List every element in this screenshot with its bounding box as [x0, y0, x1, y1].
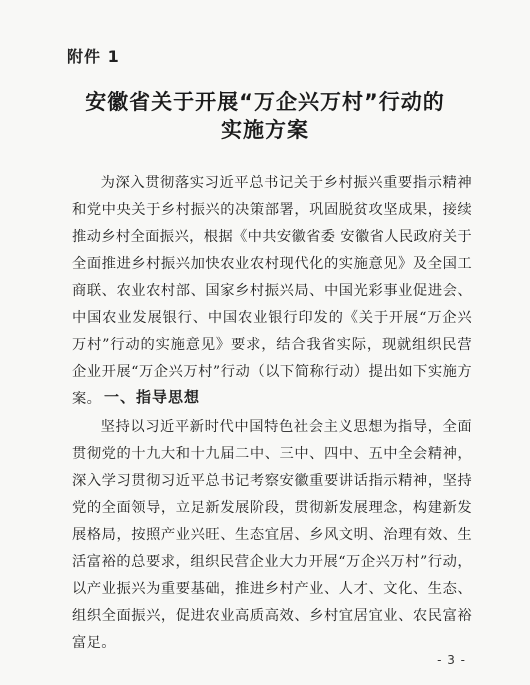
document-title-line2: 实施方案	[221, 118, 309, 142]
attachment-label: 附件 1	[67, 47, 120, 66]
page-number: - 3 -	[437, 653, 466, 667]
section-heading: 一、指导思想	[104, 388, 201, 406]
intro-paragraph: 为深入贯彻落实习近平总书记关于乡村振兴重要指示精神和党中央关于乡村振兴的决策部署，巩固脱贫攻坚成果，接续推动乡村全面振兴，根据《中共安徽省委 安徽省人民政府关于全面推进乡村振兴加快农业农村现代化的实施意见》及全国工商联、农业农村部、国家乡村振兴局、中国光彩事业促进会、中国农业发展银行、中国农业银行印发的《关于开展“万企兴万村”行动的实施意见》要求，结合我省实际，现就组织民营企业开展“万企兴万村”行动（以下简称行动）提出如下实施方案。	[72, 175, 472, 407]
document-title-line1: 安徽省关于开展“万企兴万村”行动的	[85, 90, 445, 114]
section-paragraph: 坚持以习近平新时代中国特色社会主义思想为指导，全面贯彻党的十九大和十九届二中、三中、四中、五中全会精神，深入学习贯彻习近平总书记考察安徽重要讲话指示精神，坚持党的全面领导，立足新发展阶段，贯彻新发展理念，构建新发展格局，按照产业兴旺、生态宜居、乡风文明、治理有效、生活富裕的总要求，组织民营企业大力开展“万企兴万村”行动，以产业振兴为重要基础，推进乡村产业、人才、文化、生态、组织全面振兴，促进农业高质高效、乡村宜居宜业、农民富裕富足。	[72, 419, 472, 651]
